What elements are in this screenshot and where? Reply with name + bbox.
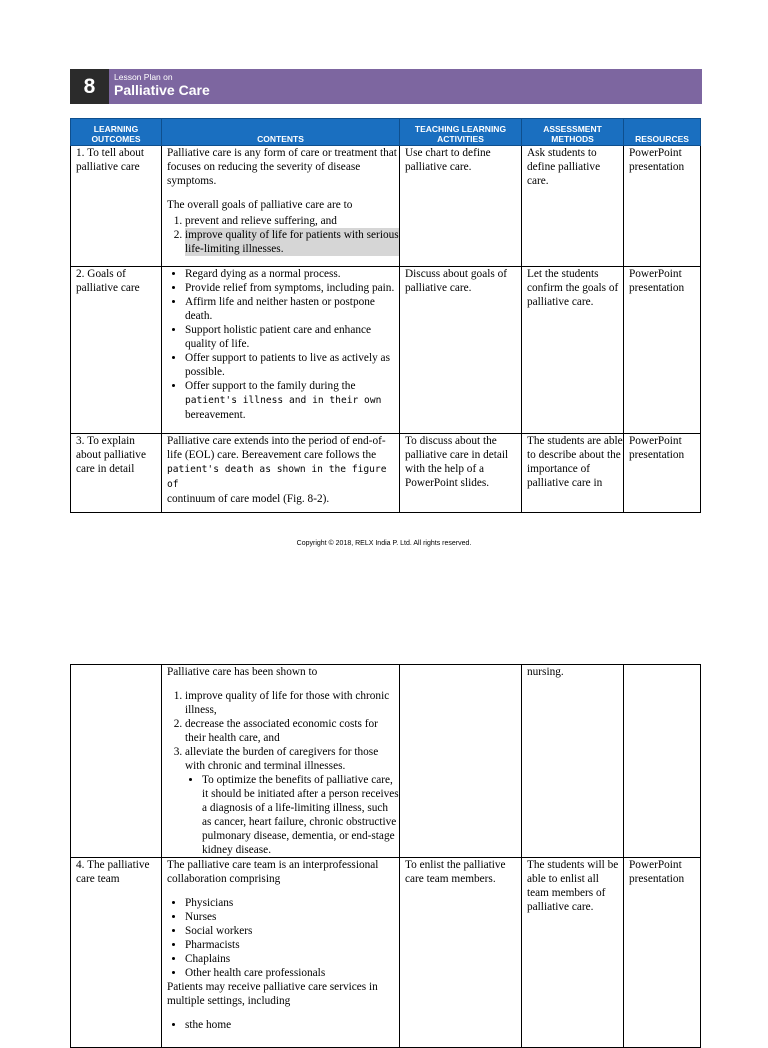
list-item: • sthe home xyxy=(185,1018,399,1032)
header-contents: CONTENTS xyxy=(162,119,400,146)
list-item: • Physicians xyxy=(185,896,399,910)
assessment-cell: Let the students confirm the goals of palliative care. xyxy=(522,267,624,434)
resources-cell: PowerPoint presentation xyxy=(624,146,701,267)
content-cell xyxy=(162,267,400,434)
content-cell xyxy=(162,665,400,858)
list-item: • Affirm life and neither hasten or postpone death. xyxy=(185,295,399,323)
table-row xyxy=(71,267,701,434)
copyright-notice: Copyright © 2018, RELX India P. Ltd. All rights reserved. xyxy=(296,540,472,547)
content-cell xyxy=(162,434,400,513)
list-item: 1. prevent and relieve suffering, and xyxy=(185,214,399,228)
content-paragraph: Palliative care is any form of care or treatment that focuses on reducing the severity of disease symptoms. xyxy=(167,147,397,187)
settings-list xyxy=(167,1018,399,1032)
header-assessment-methods: ASSESSMENT METHODS xyxy=(522,119,624,146)
content-cell xyxy=(162,858,400,1048)
assessment-cell: nursing. xyxy=(522,665,624,858)
list-item: • Provide relief from symptoms, including pain. xyxy=(185,281,399,295)
list-item: • Chaplains xyxy=(185,952,399,966)
outcome-cell: 1. To tell about palliative care xyxy=(71,146,162,267)
header-teaching-activities: TEACHING LEARNING ACTIVITIES xyxy=(400,119,522,146)
list-item: 1. improve quality of life for those with chronic illness, xyxy=(185,689,399,717)
list-item: • Offer support to patients to live as actively as possible. xyxy=(185,351,399,379)
goals-list xyxy=(167,214,399,256)
outcome-cell: 2. Goals of palliative care xyxy=(71,267,162,434)
table-header-row xyxy=(71,119,701,146)
content-paragraph: Palliative care has been shown to xyxy=(167,666,318,678)
list-item: • Regard dying as a normal process. xyxy=(185,267,399,281)
assessment-cell: The students will be able to enlist all team members of palliative care. xyxy=(522,858,624,1048)
benefits-list xyxy=(167,689,399,773)
table-row xyxy=(71,665,701,858)
list-item xyxy=(185,228,399,256)
content-paragraph: Patients may receive palliative care services in multiple settings, including xyxy=(167,981,378,1007)
outcome-cell: 3. To explain about palliative care in detail xyxy=(71,434,162,513)
content-text: continuum of care model (Fig. 8-2). xyxy=(167,493,330,505)
lesson-plan-label: Lesson Plan on xyxy=(114,72,173,82)
resources-cell: PowerPoint presentation xyxy=(624,858,701,1048)
list-item: • Pharmacists xyxy=(185,938,399,952)
activity-cell: To enlist the palliative care team members. xyxy=(400,858,522,1048)
list-item: • Nurses xyxy=(185,910,399,924)
lesson-plan-table-continued xyxy=(70,664,701,1048)
table-row xyxy=(71,146,701,267)
sub-bullet-list xyxy=(167,773,399,857)
activity-cell xyxy=(400,665,522,858)
list-item-text: Offer support to the family during the xyxy=(185,380,356,392)
content-text: Palliative care extends into the period of end-of-life (EOL) care. Bereavement care follows the xyxy=(167,435,386,461)
outcome-cell xyxy=(71,665,162,858)
activity-cell: Use chart to define palliative care. xyxy=(400,146,522,267)
lesson-title: Palliative Care xyxy=(114,82,210,98)
content-cell xyxy=(162,146,400,267)
list-item: • Support holistic patient care and enhance quality of life. xyxy=(185,323,399,351)
assessment-cell: The students are able to describe about the importance of palliative care in xyxy=(522,434,624,513)
list-item-text: patient's illness and in their own xyxy=(185,395,382,406)
activity-cell: To discuss about the palliative care in detail with the help of a PowerPoint slides. xyxy=(400,434,522,513)
content-text: patient's death as shown in the figure of xyxy=(167,464,387,490)
resources-cell xyxy=(624,665,701,858)
resources-cell: PowerPoint presentation xyxy=(624,434,701,513)
list-item: 2. decrease the associated economic costs for their health care, and xyxy=(185,717,399,745)
header-learning-outcomes: LEARNING OUTCOMES xyxy=(71,119,162,146)
table-row xyxy=(71,858,701,1048)
chapter-number: 8 xyxy=(70,69,109,104)
activity-cell: Discuss about goals of palliative care. xyxy=(400,267,522,434)
goals-bullet-list xyxy=(167,267,399,422)
header-resources: RESOURCES xyxy=(624,119,701,146)
list-item: • To optimize the benefits of palliative care, it should be initiated after a person receives a diagnosis of a life-limiting illness, such as cancer, heart failure, chronic obstructive pulmonary disease, dementia, or end-stage kidney disease. xyxy=(202,773,399,857)
lesson-plan-table xyxy=(70,118,701,513)
content-paragraph: The overall goals of palliative care are to xyxy=(167,199,353,211)
list-item: • Social workers xyxy=(185,924,399,938)
outcome-cell: 4. The palliative care team xyxy=(71,858,162,1048)
list-item: • Other health care professionals xyxy=(185,966,399,980)
resources-cell: PowerPoint presentation xyxy=(624,267,701,434)
list-item-text: bereavement. xyxy=(185,409,246,421)
lesson-banner xyxy=(70,69,702,104)
list-item xyxy=(185,379,399,422)
team-list xyxy=(167,896,399,980)
content-paragraph: The palliative care team is an interprofessional collaboration comprising xyxy=(167,859,379,885)
list-item-text: improve quality of life for patients with serious life-limiting illnesses. xyxy=(185,229,399,255)
list-item: 3. alleviate the burden of caregivers for those with chronic and terminal illnesses. xyxy=(185,745,399,773)
table-row xyxy=(71,434,701,513)
assessment-cell: Ask students to define palliative care. xyxy=(522,146,624,267)
